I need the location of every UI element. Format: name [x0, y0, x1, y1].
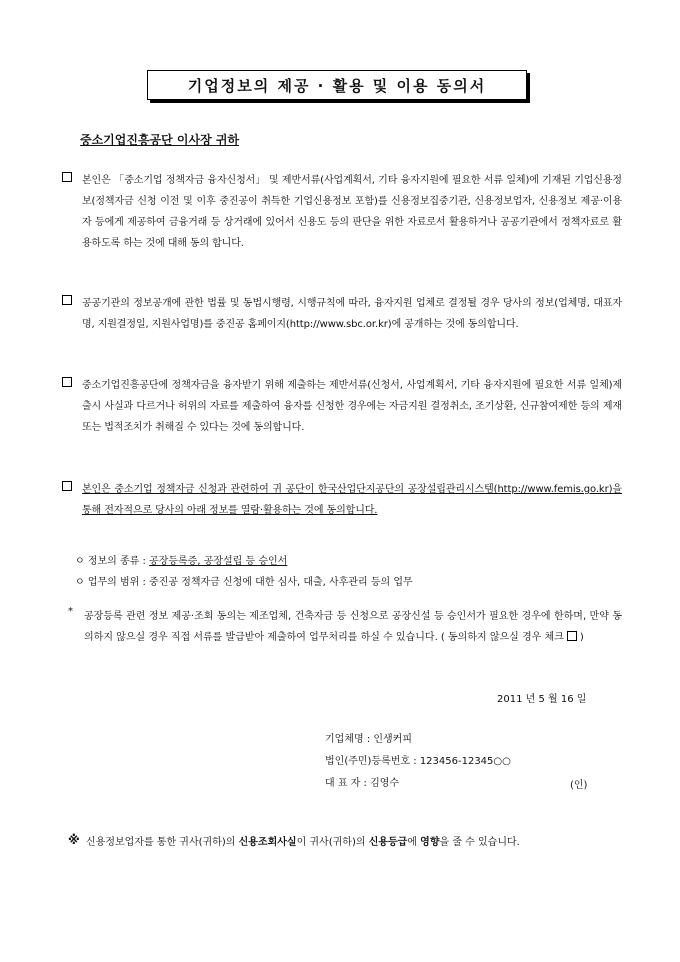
footnote-text [86, 833, 624, 852]
no-consent-checkbox[interactable] [567, 631, 577, 641]
addressee: 중소기업진흥공단 이사장 귀하 [80, 133, 240, 147]
footnote-bold-2: 신용등급 [368, 837, 408, 848]
consent-item-1 [62, 170, 622, 254]
document-title [147, 70, 527, 100]
representative-value: 김영수 [370, 778, 400, 789]
footnote-part-1: 신용정보업자를 통한 귀사(귀하)의 [86, 837, 239, 848]
footnote-part-4: 을 줄 수 있습니다. [439, 837, 520, 848]
factory-note [68, 606, 622, 648]
note-text [84, 606, 622, 648]
info-type-value: 공장등록증, 공장설립 등 승인서 [149, 556, 288, 567]
consent-item-4 [62, 479, 622, 521]
consent-text-2: 공공기관의 정보공개에 관한 법률 및 동법시행령, 시행규칙에 따라, 융자지원 업체로 결정될 경우 당사의 정보(업체명, 대표자명, 지원결정일, 지원사업명)를 중진공 홈페이지(http://www.sbc.or.kr)에 공개하는 것에 동의합니다. [82, 298, 622, 330]
note-mark: * [68, 606, 73, 617]
representative-line [325, 776, 399, 792]
representative-label: 대 표 자 : [325, 778, 371, 789]
note-text-body: 공장등록 관련 정보 제공·조회 동의는 제조업체, 건축자금 등 신청으로 공장신설 등 승인서가 필요한 경우에 한하며, 만약 동의하지 않으실 경우 직접 서류를 발급받아 제출하여 업무처리를 하실 수 있습니다. ( 동의하지 않으실 경우 체크 [84, 611, 622, 643]
consent-item-3 [62, 375, 622, 438]
credit-footnote [68, 833, 624, 852]
info-type-line [75, 552, 287, 572]
company-name-label: 기업체명 : [325, 734, 374, 745]
consent-checkbox-2[interactable] [62, 295, 72, 305]
consent-item-2 [62, 293, 622, 335]
work-scope-label: ㅇ 업무의 범위 : [75, 577, 150, 588]
consent-text-4: 본인은 중소기업 정책자금 신청과 관련하여 귀 공단이 한국산업단지공단의 공장설립관리시스템(http://www.femis.go.kr)을 통해 전자적으로 당사의 아래 정보를 열람·활용하는 것에 동의합니다. [82, 484, 622, 516]
consent-checkbox-4[interactable] [62, 481, 72, 491]
registration-value: 123456-12345○○ [419, 756, 511, 767]
footnote-bold-3: 영향 [420, 837, 440, 848]
consent-text-1: 본인은 「중소기업 정책자금 융자신청서」 및 제반서류(사업계획서, 기타 융자지원에 필요한 서류 일체)에 기재된 기업신용정보(정책자금 신청 이전 및 이후 중진공이 취득한 기업신용정보 포함)를 신용정보집중기관, 신용정보업자, 신용정보 제공·이용자 등에게 제공하여 금융거래 등 상거래에 있어서 신용도 등의 판단을 위한 자료로서 활용하거나 공공기관에서 정책자료로 활용하도록 하는 것에 대해 동의 합니다. [82, 175, 622, 249]
footnote-part-2: 이 귀사(귀하)의 [296, 837, 369, 848]
registration-line [325, 754, 511, 770]
consent-text-3: 중소기업진흥공단에 정책자금을 융자받기 위해 제출하는 제반서류(신청서, 사업계획서, 기타 융자지원에 필요한 서류 일체)제출시 사실과 다르거나 허위의 자료를 제출하여 융자를 신청한 경우에는 자금지원 결정취소, 조기상환, 신규참여제한 등의 제재 또는 법적조치가 취해질 수 있다는 것에 동의합니다. [82, 380, 622, 433]
registration-label: 법인(주민)등록번호 : [325, 756, 420, 767]
info-type-label: ㅇ 정보의 종류 : [75, 556, 150, 567]
note-text-end: ) [579, 632, 584, 643]
consent-checkbox-1[interactable] [62, 172, 72, 182]
document-title-text: 기업정보의 제공 · 활용 및 이용 동의서 [187, 76, 487, 95]
footnote-mark: ※ [68, 833, 80, 847]
work-scope-value: 중진공 정책자금 신청에 대한 심사, 대출, 사후관리 등의 업무 [149, 577, 413, 588]
footnote-part-3: 에 [407, 837, 421, 848]
company-name-line [325, 732, 412, 748]
consent-checkbox-3[interactable] [62, 377, 72, 387]
seal-mark: (인) [570, 780, 588, 791]
company-name-value: 인생커피 [373, 734, 413, 745]
footnote-bold-1: 신용조회사실 [238, 837, 297, 848]
work-scope-line [75, 573, 413, 593]
document-date: 2011 년 5 월 16 일 [497, 694, 587, 705]
